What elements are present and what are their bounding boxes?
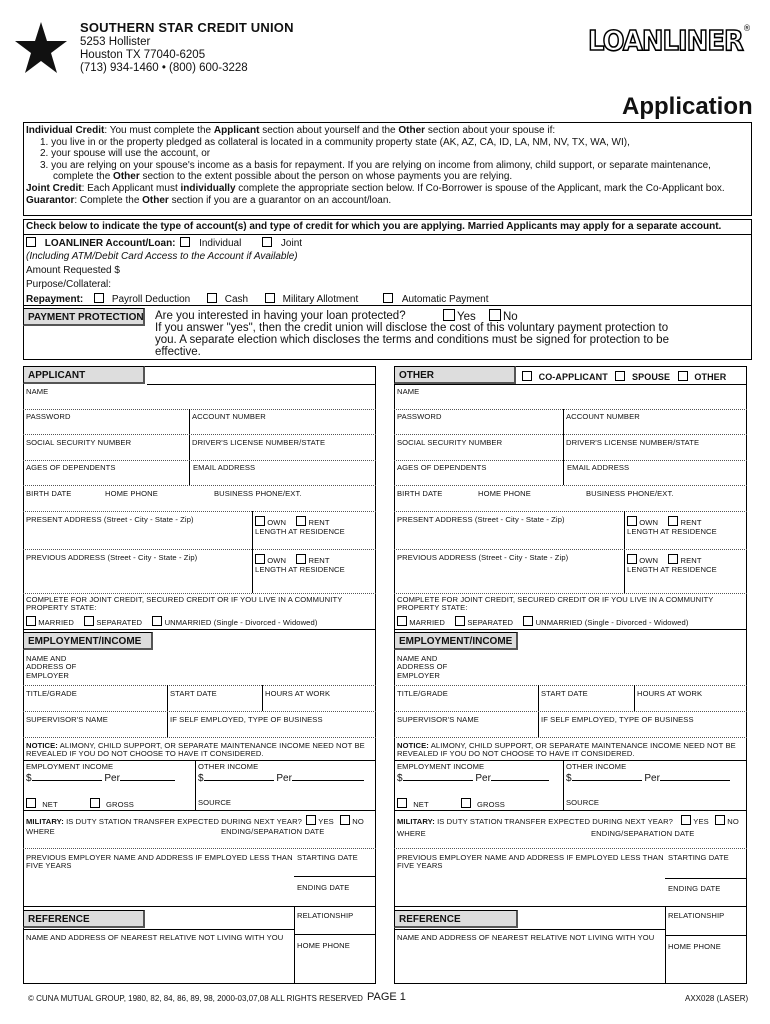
other-emp-income-label: EMPLOYMENT INCOME — [397, 762, 485, 771]
other-present-own-checkbox[interactable] — [627, 516, 637, 526]
applicant-ending-sep-label: ENDING/SEPARATION DATE — [221, 827, 325, 836]
loanliner-logo: LOANLINER® — [588, 24, 751, 57]
intro-guarantor: Guarantor: Complete the Other section if you are a guarantor on an account/loan. — [26, 194, 392, 206]
automatic-payment-checkbox[interactable] — [383, 293, 393, 303]
other-hours-label: HOURS AT WORK — [637, 689, 703, 698]
other-previous-rent-checkbox[interactable] — [668, 554, 678, 564]
applicant-email-label: EMAIL ADDRESS — [193, 463, 256, 472]
applicant-present-own-checkbox[interactable] — [255, 516, 265, 526]
other-title-label: TITLE/GRADE — [397, 689, 448, 698]
atm-note: (Including ATM/Debit Card Access to the Account if Available) — [26, 251, 298, 262]
applicant-ssn-label: SOCIAL SECURITY NUMBER — [26, 438, 132, 447]
applicant-present-rent-checkbox[interactable] — [296, 516, 306, 526]
protection-line4: effective. — [155, 346, 201, 358]
intro-item-1: 1. you live in or the property pledged as collateral is located in a community property state (AK, AZ, CA, ID, LA, NM, NV, TX, WA, WI), — [40, 136, 630, 148]
other-where-label: WHERE — [397, 829, 426, 838]
intro-joint-credit: Joint Credit: Each Applicant must individually complete the appropriate section below. If Co-Borrower is spouse of the Applicant, mark the Co-Applicant box. — [26, 182, 725, 194]
applicant-military-no-checkbox[interactable] — [340, 815, 350, 825]
applicant-source-label: SOURCE — [198, 798, 232, 807]
other-net-checkbox[interactable] — [397, 798, 407, 808]
other-present-own-rent: OWN RENT — [627, 516, 702, 527]
applicant-hours-label: HOURS AT WORK — [265, 689, 331, 698]
loanliner-account-checkbox[interactable] — [26, 237, 36, 247]
joint-checkbox[interactable] — [262, 237, 272, 247]
other-marital-row: MARRIED SEPARATED UNMARRIED (Single - Divorced - Widowed) — [397, 616, 688, 627]
applicant-starting-label: STARTING DATE — [297, 853, 358, 862]
spouse-checkbox[interactable] — [615, 371, 625, 381]
intro-text — [26, 125, 748, 206]
other-community-line1: COMPLETE FOR JOINT CREDIT, SECURED CREDIT OR IF YOU LIVE IN A COMMUNITY — [397, 595, 714, 604]
applicant-notice: NOTICE: ALIMONY, CHILD SUPPORT, OR SEPARATE MAINTENANCE INCOME NEED NOT BE REVEALED IF YOU DO NOT CHOOSE TO HAVE IT CONSIDERED. — [26, 741, 365, 759]
other-military-row: MILITARY: IS DUTY STATION TRANSFER EXPECTED DURING NEXT YEAR? YES NO — [397, 817, 739, 826]
other-birth-label: BIRTH DATE — [397, 489, 443, 498]
other-name-input[interactable] — [395, 396, 746, 408]
other-reference-tab: REFERENCE — [394, 910, 518, 928]
other-present-address-label: PRESENT ADDRESS (Street - City - State - Zip) — [397, 515, 565, 524]
applicant-previous-own-checkbox[interactable] — [255, 554, 265, 564]
other-ending-label: ENDING DATE — [668, 884, 721, 893]
other-tab: OTHER — [394, 366, 516, 384]
other-present-length-label: LENGTH AT RESIDENCE — [627, 527, 717, 536]
other-type-row: CO-APPLICANT SPOUSE OTHER — [522, 371, 726, 381]
payroll-checkbox[interactable] — [94, 293, 104, 303]
applicant-net-gross: NET GROSS — [26, 798, 134, 809]
applicant-ending-label: ENDING DATE — [297, 883, 350, 892]
org-phones: (713) 934-1460 • (800) 600-3228 — [80, 62, 248, 74]
other-net-gross: NET GROSS — [397, 798, 505, 809]
other-password-label: PASSWORD — [397, 412, 442, 421]
applicant-other-income-field[interactable]: $ Per — [198, 773, 364, 784]
amount-requested-label: Amount Requested $ — [26, 265, 120, 276]
other-starting-label: STARTING DATE — [668, 853, 729, 862]
other-home-phone-label: HOME PHONE — [478, 489, 531, 498]
other-name-label: NAME — [397, 387, 420, 396]
applicant-previous-length-label: LENGTH AT RESIDENCE — [255, 565, 345, 574]
other-employment-tab: EMPLOYMENT/INCOME — [394, 632, 518, 650]
applicant-birth-label: BIRTH DATE — [26, 489, 72, 498]
applicant-business-phone-label: BUSINESS PHONE/EXT. — [214, 489, 302, 498]
applicant-home-phone-label: HOME PHONE — [105, 489, 158, 498]
applicant-married-checkbox[interactable] — [26, 616, 36, 626]
other-prev-emp-label: PREVIOUS EMPLOYER NAME AND ADDRESS IF EMPLOYED LESS THAN FIVE YEARS — [397, 853, 664, 871]
applicant-where-label: WHERE — [26, 827, 55, 836]
applicant-gross-checkbox[interactable] — [90, 798, 100, 808]
applicant-previous-address-label: PREVIOUS ADDRESS (Street - City - State - Zip) — [26, 553, 198, 562]
amount-requested-input[interactable] — [124, 265, 424, 277]
other-source-label: SOURCE — [566, 798, 600, 807]
individual-label: Individual — [199, 238, 242, 249]
applicant-nearest-relative-label: NAME AND ADDRESS OF NEAREST RELATIVE NOT LIVING WITH YOU — [26, 933, 284, 942]
other-separated-checkbox[interactable] — [455, 616, 465, 626]
other-self-employed-label: IF SELF EMPLOYED, TYPE OF BUSINESS — [541, 715, 694, 724]
applicant-present-address-label: PRESENT ADDRESS (Street - City - State - Zip) — [26, 515, 194, 524]
other-previous-length-label: LENGTH AT RESIDENCE — [627, 565, 717, 574]
loanliner-account-row: LOANLINER Account/Loan: Individual Joint — [26, 237, 302, 249]
applicant-separated-checkbox[interactable] — [84, 616, 94, 626]
other-relationship-label: RELATIONSHIP — [668, 911, 725, 920]
applicant-title-label: TITLE/GRADE — [26, 689, 77, 698]
footer-page-number: PAGE 1 — [367, 991, 406, 1003]
applicant-emp-income-field[interactable]: $ Per — [26, 773, 175, 784]
other-ssn-label: SOCIAL SECURITY NUMBER — [397, 438, 503, 447]
org-address-line2: Houston TX 77040-6205 — [80, 49, 206, 61]
other-ending-sep-label: ENDING/SEPARATION DATE — [591, 829, 695, 838]
applicant-present-own-rent: OWN RENT — [255, 516, 330, 527]
applicant-emp-income-label: EMPLOYMENT INCOME — [26, 762, 114, 771]
star-logo-icon — [14, 22, 68, 74]
applicant-employer-label: NAME AND ADDRESS OF EMPLOYER — [26, 654, 77, 680]
applicant-prev-emp-label: PREVIOUS EMPLOYER NAME AND ADDRESS IF EMPLOYED LESS THAN FIVE YEARS — [26, 853, 293, 871]
page-title: Application — [622, 93, 753, 120]
other-present-rent-checkbox[interactable] — [668, 516, 678, 526]
other-dl-label: DRIVER'S LICENSE NUMBER/STATE — [566, 438, 700, 447]
other-other-income-label: OTHER INCOME — [566, 762, 627, 771]
intro-individual-credit: Individual Credit: You must complete the Applicant section about yourself and the Other section about your spouse if: — [26, 125, 556, 136]
applicant-unmarried-checkbox[interactable] — [152, 616, 162, 626]
purpose-label: Purpose/Collateral: — [26, 279, 112, 290]
applicant-community-line2: PROPERTY STATE: — [26, 603, 97, 612]
applicant-password-label: PASSWORD — [26, 412, 71, 421]
other-nearest-relative-label: NAME AND ADDRESS OF NEAREST RELATIVE NOT LIVING WITH YOU — [397, 933, 655, 942]
payment-protection-tab: PAYMENT PROTECTION — [23, 308, 145, 326]
applicant-previous-rent-checkbox[interactable] — [296, 554, 306, 564]
org-name: SOUTHERN STAR CREDIT UNION — [80, 20, 294, 35]
protection-yes-checkbox[interactable] — [443, 309, 455, 321]
applicant-community-line1: COMPLETE FOR JOINT CREDIT, SECURED CREDIT OR IF YOU LIVE IN A COMMUNITY — [26, 595, 343, 604]
other-unmarried-checkbox[interactable] — [523, 616, 533, 626]
other-ages-label: AGES OF DEPENDENTS — [397, 463, 487, 472]
other-community-line2: PROPERTY STATE: — [397, 603, 468, 612]
applicant-employment-tab: EMPLOYMENT/INCOME — [23, 632, 153, 650]
applicant-relationship-label: RELATIONSHIP — [297, 911, 354, 920]
protection-yes-no: Yes No — [443, 309, 518, 323]
other-military-yes-checkbox[interactable] — [681, 815, 691, 825]
protection-line2: If you answer "yes", then the credit union will disclose the cost of this voluntary payment protection to — [155, 322, 669, 334]
other-emp-income-field[interactable]: $ Per — [397, 773, 549, 784]
other-married-checkbox[interactable] — [397, 616, 407, 626]
applicant-military-row: MILITARY: IS DUTY STATION TRANSFER EXPECTED DURING NEXT YEAR? YES NO — [26, 817, 364, 826]
other-previous-address-label: PREVIOUS ADDRESS (Street - City - State - Zip) — [397, 553, 569, 562]
applicant-supervisor-label: SUPERVISOR'S NAME — [26, 715, 108, 724]
applicant-name-input[interactable] — [24, 396, 375, 408]
footer-copyright: © CUNA MUTUAL GROUP, 1980, 82, 84, 86, 89, 98, 2000-03,07,08 ALL RIGHTS RESERVED — [28, 994, 363, 1003]
intro-item-3b: complete the Other section to the extent possible about the person on whose payments you are relying. — [53, 171, 513, 183]
applicant-military-yes-checkbox[interactable] — [306, 815, 316, 825]
cash-checkbox[interactable] — [207, 293, 217, 303]
applicant-present-length-label: LENGTH AT RESIDENCE — [255, 527, 345, 536]
repayment-row: Repayment: Payroll Deduction Cash Military Allotment Automatic Payment — [26, 294, 489, 305]
other-reference-phone-label: HOME PHONE — [668, 942, 721, 951]
other-business-phone-label: BUSINESS PHONE/EXT. — [586, 489, 674, 498]
other-other-income-field[interactable]: $ Per — [566, 773, 730, 784]
applicant-dl-label: DRIVER'S LICENSE NUMBER/STATE — [192, 438, 326, 447]
individual-checkbox[interactable] — [180, 237, 190, 247]
applicant-name-label: NAME — [26, 387, 49, 396]
applicant-start-label: START DATE — [170, 689, 217, 698]
applicant-tab: APPLICANT — [23, 366, 145, 384]
applicant-ages-label: AGES OF DEPENDENTS — [26, 463, 116, 472]
protection-no-checkbox[interactable] — [489, 309, 501, 321]
applicant-net-checkbox[interactable] — [26, 798, 36, 808]
other-gross-checkbox[interactable] — [461, 798, 471, 808]
other-supervisor-label: SUPERVISOR'S NAME — [397, 715, 479, 724]
other-start-label: START DATE — [541, 689, 588, 698]
military-allotment-checkbox[interactable] — [265, 293, 275, 303]
other-employer-label: NAME AND ADDRESS OF EMPLOYER — [397, 654, 448, 680]
account-instruction: Check below to indicate the type of account(s) and type of credit for which you are applying. Married Applicants may apply for a separate account. — [26, 221, 722, 232]
applicant-self-employed-label: IF SELF EMPLOYED, TYPE OF BUSINESS — [170, 715, 323, 724]
intro-item-2: 2. your spouse will use the account, or — [40, 148, 211, 160]
applicant-reference-phone-label: HOME PHONE — [297, 941, 350, 950]
intro-item-3: 3. you are relying on your spouse's income as a basis for repayment. If you are relying on income from alimony, child support, or separate maintenance, — [40, 159, 711, 171]
joint-label: Joint — [280, 238, 303, 249]
other-email-label: EMAIL ADDRESS — [567, 463, 630, 472]
co-applicant-checkbox[interactable] — [522, 371, 532, 381]
applicant-other-income-label: OTHER INCOME — [198, 762, 259, 771]
applicant-previous-own-rent: OWN RENT — [255, 554, 330, 565]
other-checkbox[interactable] — [678, 371, 688, 381]
other-military-no-checkbox[interactable] — [715, 815, 725, 825]
applicant-account-number-label: ACCOUNT NUMBER — [192, 412, 266, 421]
other-notice: NOTICE: ALIMONY, CHILD SUPPORT, OR SEPARATE MAINTENANCE INCOME NEED NOT BE REVEALED IF YOU DO NOT CHOOSE TO HAVE IT CONSIDERED. — [397, 741, 736, 759]
footer-form-number: AXX028 (LASER) — [685, 994, 749, 1003]
other-account-number-label: ACCOUNT NUMBER — [566, 412, 640, 421]
purpose-input[interactable] — [114, 279, 514, 291]
other-previous-own-checkbox[interactable] — [627, 554, 637, 564]
protection-text — [155, 310, 669, 358]
protection-question: Are you interested in having your loan protected? — [155, 310, 406, 322]
other-previous-own-rent: OWN RENT — [627, 554, 702, 565]
applicant-marital-row: MARRIED SEPARATED UNMARRIED (Single - Divorced - Widowed) — [26, 616, 317, 627]
org-address-line1: 5253 Hollister — [80, 36, 151, 48]
protection-line3: you. A separate election which discloses the terms and conditions must be signed for protection to be — [155, 334, 669, 346]
applicant-reference-tab: REFERENCE — [23, 910, 145, 928]
